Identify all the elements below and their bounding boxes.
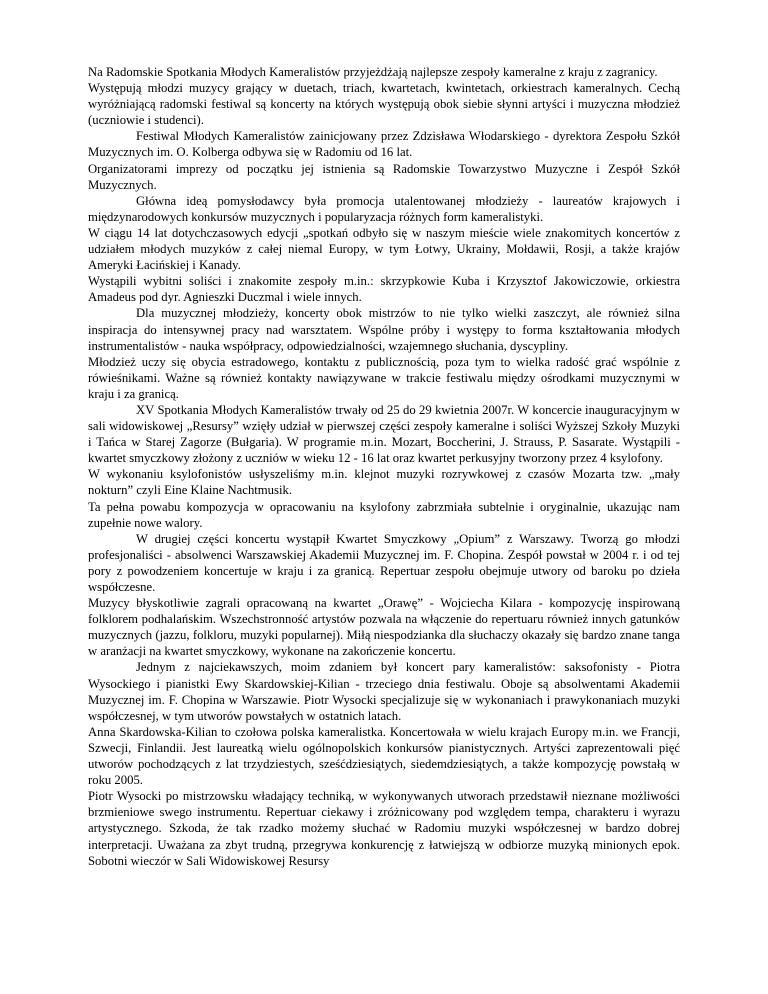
paragraph-8: Dla muzycznej młodzieży, koncerty obok mistrzów to nie tylko wielki zaszczyt, ale również silna inspiracja do intensywnej pracy nad warsztatem. Wspólne próby i występy to forma kształtowania młodych instrumentalistów - nauka współpracy, odpowiedzialności, wzajemnego słuchania, dyscypliny.: [88, 306, 680, 353]
paragraph-14: Muzycy błyskotliwie zagrali opracowaną na kwartet „Orawę” - Wojciecha Kilara - kompozycję inspirowaną folklorem podhalańskim. Wszechstronność artystów pozwala na włączenie do repertuaru również innych gatunków muzycznych (jazzu, folkloru, muzyki popularnej). Miłą niespodzianka dla słuchaczy okazały się bardzo znane tanga w aranżacji na kwartet smyczkowy, wykonane na zakończenie koncertu.: [88, 596, 680, 659]
paragraph-16: Anna Skardowska-Kilian to czołowa polska kameralistka. Koncertowała w wielu krajach Europy m.in. we Francji, Szwecji, Finlandii. Jest laureatką wielu ogólnopolskich konkursów pianistycznych. Artyści zaprezentowali pięć utworów pochodzących z lat trzydziestych, sześćdziesiątych, siedemdziesiątych, a także kompozycję powstałą w roku 2005.: [88, 724, 680, 788]
paragraph-1: Na Radomskie Spotkania Młodych Kameralistów przyjeżdżają najlepsze zespoły kameralne z kraju z zagranicy.: [88, 65, 658, 79]
paragraph-4: Organizatorami imprezy od początku jej istnienia są Radomskie Towarzystwo Muzyczne i Zespół Szkół Muzycznych.: [88, 161, 680, 192]
paragraph-10: XV Spotkania Młodych Kameralistów trwały od 25 do 29 kwietnia 2007r. W koncercie inauguracyjnym w sali widowiskowej „Resursy” wzięły udział w pierwszej części zespoły kameralne i soliści Wyższej Szkoły Muzyki i Tańca w Starej Zagorze (Bułgaria). W programie m.in. Mozart, Boccherini, J. Strauss, P. Sasarate. Wystąpili - kwartet smyczkowy złożony z uczniów w wieku 12 - 16 lat oraz kwartet perkusyjny tworzony przez 4 ksylofony.: [88, 402, 680, 466]
paragraph-17: Piotr Wysocki po mistrzowsku władający techniką, w wykonywanych utworach przedstawił nieznane możliwości brzmieniowe swego instrumentu. Repertuar ciekawy i zróżnicowany pod względem tempa, charakteru i wyrazu artystycznego. Szkoda, że tak rzadko możemy słuchać w Radomiu muzyki współczesnej w bardzo dobrej interpretacji. Uważana za zbyt trudną, przegrywa konkurencję z łatwiejszą w odbiorze muzyką minionych epok. Sobotni wieczór w Sali Widowiskowej Resursy: [88, 789, 680, 868]
paragraph-13: W drugiej części koncertu wystąpił Kwartet Smyczkowy „Opium” z Warszawy. Tworzą go młodzi profesjonaliści - absolwenci Warszawskiej Akademii Muzycznej im. F. Chopina. Zespół powstał w 2004 r. i od tej pory z powodzeniem koncertuje w kraju i za granicą. Repertuar zespołu obejmuje utwory od baroku po dzieła współczesne.: [88, 531, 680, 594]
paragraph-3: Festiwal Młodych Kameralistów zainicjowany przez Zdzisława Włodarskiego - dyrektora Zespołu Szkół Muzycznych im. O. Kolberga odbywa się w Radomiu od 16 lat.: [88, 129, 680, 160]
paragraph-9: Młodzież uczy się obycia estradowego, kontaktu z publicznością, poza tym to wielka radość grać wspólnie z rówieśnikami. Ważne są również kontakty nawiązywane w trakcie festiwalu między ośrodkami muzycznymi w kraju i za granicą.: [88, 354, 680, 401]
paragraph-7: Wystąpili wybitni soliści i znakomite zespoły m.in.: skrzypkowie Kuba i Krzysztof Jakowiczowie, orkiestra Amadeus pod dyr. Agnieszki Duczmal i wiele innych.: [88, 274, 680, 305]
paragraph-5: Główna ideą pomysłodawcy była promocja utalentowanej młodzieży - laureatów krajowych i międzynarodowych konkursów muzycznych i popularyzacja różnych form kameralistyki.: [88, 193, 680, 224]
paragraph-2: Występują młodzi muzycy grający w duetach, triach, kwartetach, kwintetach, orkiestrach kameralnych. Cechą wyróżniającą radomski festiwal są koncerty na których występują obok siebie słynni artyści i muzyczna młodzież (uczniowie i studenci).: [88, 81, 680, 128]
paragraph-15: Jednym z najciekawszych, moim zdaniem był koncert pary kameralistów: saksofonisty - Piotra Wysockiego i pianistki Ewy Skardowskiej-Kilian - trzeciego dnia festiwalu. Oboje są absolwentami Akademii Muzycznej im. F. Chopina w Warszawie. Piotr Wysocki specjalizuje się w wykonaniach i prawykonaniach muzyki współczesnej, w tym utworów powstałych w ostatnich latach.: [88, 660, 680, 723]
paragraph-6: W ciągu 14 lat dotychczasowych edycji „spotkań odbyło się w naszym mieście wiele znakomitych koncertów z udziałem młodych muzyków z całej niemal Europy, w tym Łotwy, Ukrainy, Mołdawii, Rosji, a także krajów Ameryki Łacińskiej i Kanady.: [88, 225, 680, 273]
paragraph-11: W wykonaniu ksylofonistów usłyszeliśmy m.in. klejnot muzyki rozrywkowej z czasów Mozarta tzw. „mały nokturn” czyli Eine Klaine Nachtmusik.: [88, 467, 680, 498]
paragraph-12: Ta pełna powabu kompozycja w opracowaniu na ksylofony zabrzmiała subtelnie i oryginalnie, ukazując nam zupełnie nowe walory.: [88, 499, 680, 530]
